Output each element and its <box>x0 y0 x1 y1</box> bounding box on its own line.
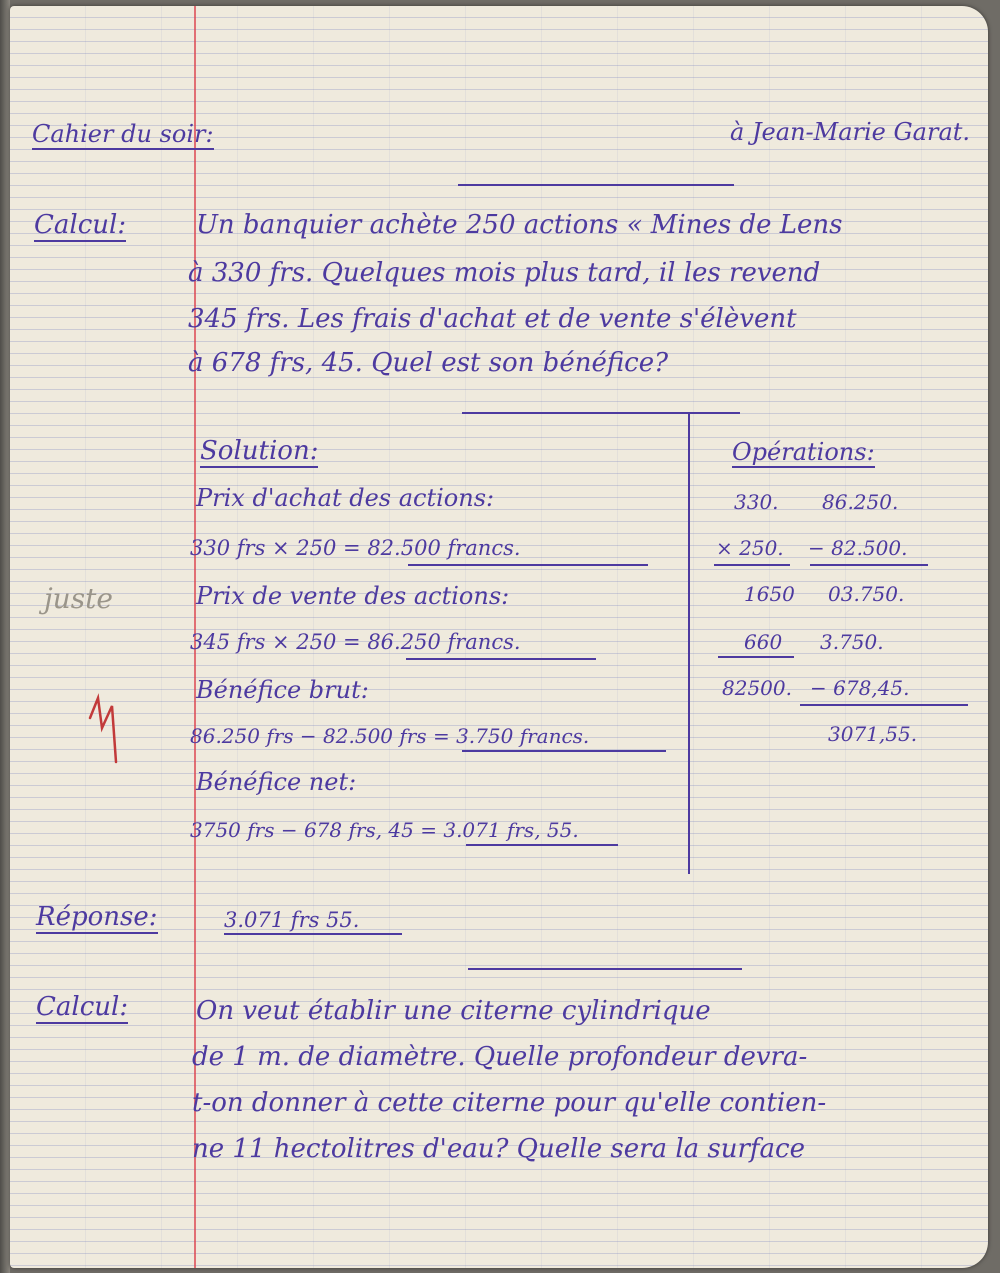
problem2-line-4: ne 11 hectolitres d'eau? Quelle sera la surface <box>192 1134 805 1164</box>
gross-result-underline <box>462 750 666 752</box>
sub-line-4: 3.750. <box>820 630 884 654</box>
problem1-line-3: 345 frs. Les frais d'achat et de vente s'élèvent <box>188 304 797 334</box>
problem2-line-1: On veut établir une citerne cylindrique <box>196 996 711 1026</box>
solution-top-rule <box>462 412 740 414</box>
problem1-line-2: à 330 frs. Quelques mois plus tard, il les revend <box>188 258 821 288</box>
sale-label: Prix de vente des actions: <box>196 582 510 610</box>
purchase-calc: 330 frs × 250 = 82.500 francs. <box>190 536 521 560</box>
section-divider <box>458 184 734 186</box>
teacher-initial-mark <box>86 688 126 768</box>
net-result-underline <box>466 844 618 846</box>
notebook-binding <box>0 0 10 1273</box>
sub-line-2: − 82.500. <box>808 536 908 560</box>
mult-rule-1 <box>714 564 790 566</box>
mult-line-2: × 250. <box>716 536 784 560</box>
net-calc: 3750 frs − 678 frs, 45 = 3.071 frs, 55. <box>190 818 579 842</box>
mult-rule-2 <box>718 656 794 658</box>
answer-label: Réponse: <box>36 902 158 932</box>
problem1-line-1: Un banquier achète 250 actions « Mines de Lens <box>196 210 843 240</box>
sale-result-underline <box>406 658 596 660</box>
solution-operations-divider <box>688 412 690 874</box>
sub-rule-1 <box>810 564 928 566</box>
problem2-divider <box>468 968 742 970</box>
sale-calc: 345 frs × 250 = 86.250 francs. <box>190 630 521 654</box>
sub-line-1: 86.250. <box>822 490 899 514</box>
mult-line-5: 82500. <box>722 676 792 700</box>
gross-label: Bénéfice brut: <box>196 676 369 704</box>
mult-line-4: 660 <box>744 630 783 654</box>
problem1-line-4: à 678 frs, 45. Quel est son bénéfice? <box>188 348 669 378</box>
mult-line-3: 1650 <box>744 582 795 606</box>
sub-rule-2 <box>800 704 968 706</box>
problem1-label: Calcul: <box>34 210 127 240</box>
solution-title: Solution: <box>200 436 319 466</box>
purchase-result-underline <box>408 564 648 566</box>
header-left: Cahier du soir: <box>32 120 214 148</box>
net-label: Bénéfice net: <box>196 768 357 796</box>
mult-line-1: 330. <box>734 490 779 514</box>
purchase-label: Prix d'achat des actions: <box>196 484 495 512</box>
operations-title: Opérations: <box>732 438 875 466</box>
gross-calc: 86.250 frs − 82.500 frs = 3.750 francs. <box>190 724 590 748</box>
sub-line-5: − 678,45. <box>810 676 910 700</box>
problem2-line-2: de 1 m. de diamètre. Quelle profondeur devra- <box>192 1042 808 1072</box>
grade-word: juste <box>44 582 113 615</box>
sub-line-3: 03.750. <box>828 582 905 606</box>
problem2-label: Calcul: <box>36 992 129 1022</box>
sub-line-6: 3071,55. <box>828 722 918 746</box>
answer-value: 3.071 frs 55. <box>224 910 402 935</box>
problem2-line-3: t-on donner à cette citerne pour qu'elle contien- <box>192 1088 827 1118</box>
header-right: à Jean-Marie Garat. <box>730 118 971 146</box>
